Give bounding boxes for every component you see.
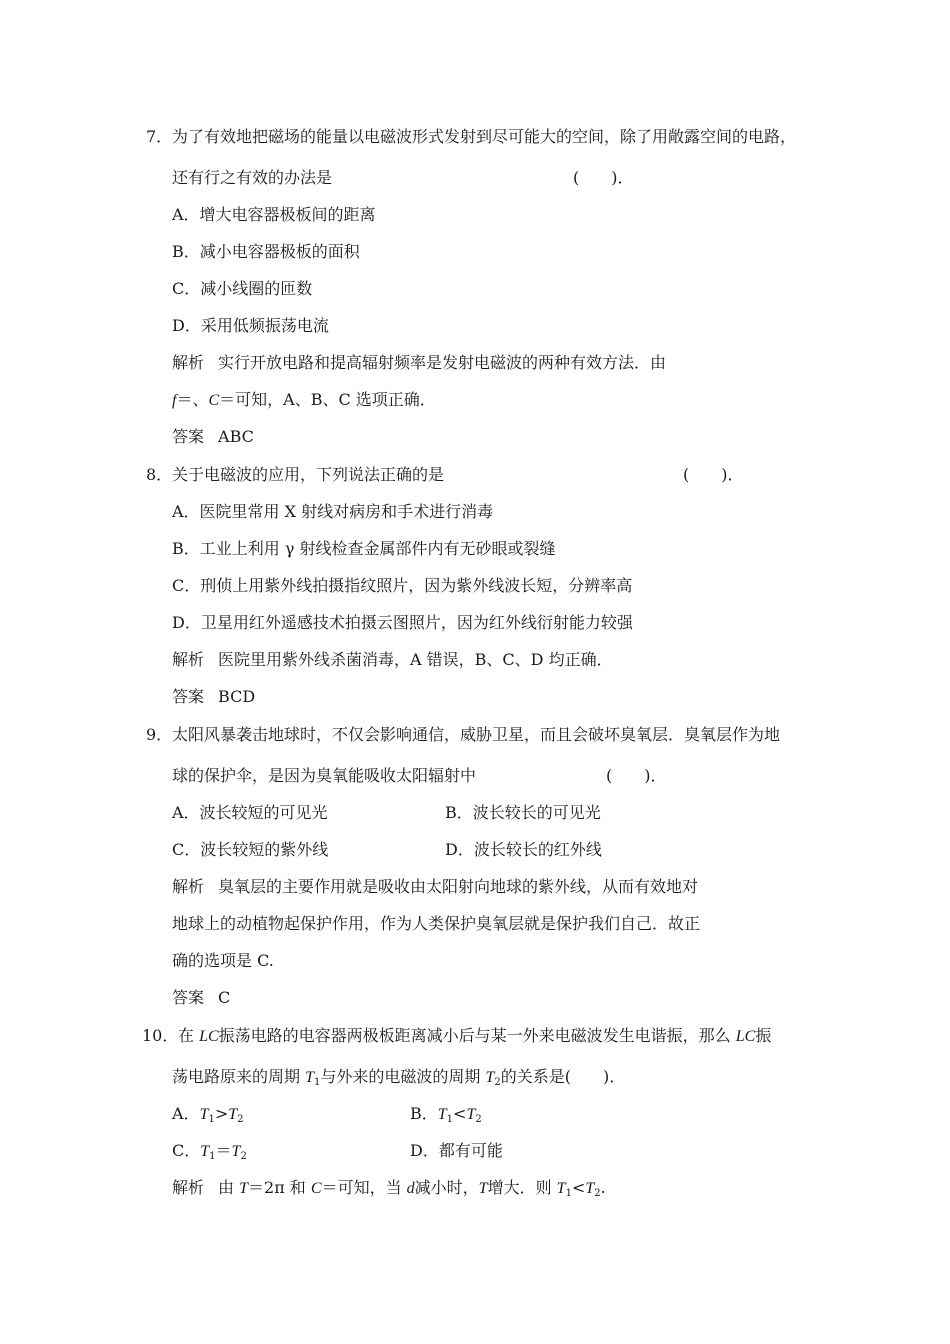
- subscript: 1: [446, 1114, 454, 1125]
- question-9-option-b: B．波长较长的可见光: [445, 803, 601, 822]
- period-symbol: T: [466, 1106, 476, 1123]
- question-7-option-a: A．增大电容器极板间的距离: [172, 205, 376, 224]
- period-symbol: T: [228, 1106, 238, 1123]
- question-7-answer-blank: ( )．: [573, 168, 634, 187]
- analysis-text: 减小时，: [414, 1178, 479, 1197]
- answer-value: BCD: [218, 687, 256, 706]
- question-7-analysis: [172, 353, 666, 373]
- answer-label: 答案: [172, 427, 205, 446]
- subscript: 1: [314, 1077, 321, 1088]
- stem-text: 与外来的电磁波的周期: [320, 1067, 486, 1086]
- analysis-text: ＝可知，A、B、C 选项正确．: [219, 390, 436, 409]
- analysis-label: 解析: [172, 650, 205, 669]
- analysis-label: 解析: [172, 353, 205, 372]
- subscript: 1: [209, 1151, 216, 1162]
- stem-text: 的关系是( )．: [500, 1067, 626, 1086]
- question-8-analysis: [172, 650, 613, 670]
- frequency-symbol: f: [172, 392, 177, 409]
- question-9-number: 9．: [146, 725, 173, 744]
- question-8-option-d: D．卫星用红外遥感技术拍摄云图照片，因为红外线衍射能力较强: [172, 613, 633, 632]
- period-symbol: T: [478, 1180, 488, 1197]
- option-label: A．: [172, 1104, 200, 1123]
- analysis-text: ＝、: [176, 390, 209, 409]
- relation: <: [453, 1104, 467, 1123]
- question-9-stem-line-1: 太阳风暴袭击地球时，不仅会影响通信，威胁卫星，而且会破坏臭氧层．臭氧层作为地: [172, 725, 781, 744]
- analysis-text: ＝可知，当: [321, 1178, 407, 1197]
- question-7-stem-line-2: 还有行之有效的办法是: [172, 168, 333, 187]
- period-symbol: T: [437, 1106, 447, 1123]
- question-8-option-b: B．工业上利用 γ 射线检查金属部件内有无砂眼或裂缝: [172, 539, 556, 558]
- question-10-option-d: D．都有可能: [410, 1141, 503, 1160]
- subscript: 2: [240, 1151, 247, 1162]
- analysis-text: 臭氧层的主要作用就是吸收由太阳射向地球的紫外线，从而有效地对: [218, 877, 699, 896]
- relation: <: [571, 1178, 586, 1197]
- stem-text: 在: [178, 1026, 200, 1045]
- period-symbol: T: [199, 1106, 209, 1123]
- answer-label: 答案: [172, 687, 205, 706]
- analysis-label: 解析: [172, 877, 205, 896]
- question-9-analysis: [172, 877, 698, 897]
- subscript: 2: [494, 1077, 501, 1088]
- question-7-analysis-line-2: [172, 390, 436, 411]
- answer-value: C: [218, 988, 231, 1007]
- relation: >: [214, 1104, 229, 1123]
- analysis-text: 实行开放电路和提高辐射频率是发射电磁波的两种有效方法．由: [218, 353, 667, 372]
- period-symbol: T: [239, 1180, 249, 1197]
- answer-label: 答案: [172, 988, 205, 1007]
- question-7-stem-line-1: 为了有效地把磁场的能量以电磁波形式发射到尽可能大的空间，除了用敞露空间的电路，: [172, 127, 797, 146]
- question-10-option-a: [172, 1104, 244, 1125]
- period-symbol: T: [556, 1180, 566, 1197]
- relation: ＝: [215, 1141, 232, 1160]
- question-10-stem-line-1: [178, 1026, 771, 1047]
- question-9-option-a: A．波长较短的可见光: [172, 803, 328, 822]
- question-9-option-d: D．波长较长的红外线: [445, 840, 602, 859]
- subscript: 2: [594, 1188, 601, 1199]
- question-8-option-a: A．医院里常用 X 射线对病房和手术进行消毒: [172, 502, 494, 521]
- capacitance-symbol: C: [310, 1180, 322, 1197]
- lc-symbol: LC: [735, 1028, 756, 1045]
- question-7-option-b: B．减小电容器极板的面积: [172, 242, 360, 261]
- question-9-analysis-line-3: 确的选项是 C.: [172, 951, 274, 970]
- question-9-option-c: C．波长较短的紫外线: [172, 840, 329, 859]
- analysis-text: ＝2π 和: [248, 1178, 311, 1197]
- analysis-text: 由: [218, 1178, 240, 1197]
- question-10-analysis: [172, 1178, 606, 1199]
- stem-text: 荡电路原来的周期: [172, 1067, 306, 1086]
- question-10-option-c: [172, 1141, 247, 1162]
- capacitance-symbol: C: [208, 392, 220, 409]
- period-symbol: T: [231, 1143, 241, 1160]
- question-10-stem-line-2: [172, 1067, 625, 1088]
- question-7-option-c: C．减小线圈的匝数: [172, 279, 313, 298]
- subscript: 2: [237, 1114, 244, 1125]
- period-symbol: T: [305, 1069, 314, 1086]
- period-symbol: T: [585, 1180, 595, 1197]
- option-label: C．: [172, 1141, 201, 1160]
- distance-symbol: d: [406, 1180, 415, 1197]
- answer-value: ABC: [218, 427, 254, 446]
- subscript: 1: [565, 1188, 572, 1199]
- question-8-answer: [172, 687, 255, 707]
- question-7-option-d: D．采用低频振荡电流: [172, 316, 329, 335]
- question-7-answer: [172, 427, 254, 447]
- stem-text: 振荡电路的电容器两极板距离减小后与某一外来电磁波发生电谐振，那么: [218, 1026, 736, 1045]
- question-9-analysis-line-2: 地球上的动植物起保护作用，作为人类保护臭氧层就是保护我们自己．故正: [172, 914, 701, 933]
- question-8-answer-blank: ( )．: [683, 465, 744, 484]
- question-8-option-c: C．刑侦上用紫外线拍摄指纹照片，因为紫外线波长短，分辨率高: [172, 576, 633, 595]
- period-symbol: T: [200, 1143, 210, 1160]
- option-label: B．: [410, 1104, 438, 1123]
- stem-text: 振: [755, 1026, 772, 1045]
- question-9-stem-line-2: 球的保护伞，是因为臭氧能吸收太阳辐射中: [172, 766, 477, 785]
- analysis-text: 医院里用紫外线杀菌消毒，A 错误，B、C、D 均正确．: [218, 650, 613, 669]
- question-8-number: 8．: [146, 465, 173, 484]
- subscript: 2: [475, 1114, 482, 1125]
- analysis-text: .: [600, 1178, 606, 1197]
- subscript: 1: [208, 1114, 215, 1125]
- question-10-number: 10．: [142, 1026, 179, 1045]
- question-9-answer: [172, 988, 230, 1008]
- analysis-text: 增大．则: [487, 1178, 557, 1197]
- analysis-label: 解析: [172, 1178, 205, 1197]
- question-7-number: 7．: [146, 127, 173, 146]
- question-9-answer-blank: ( )．: [606, 766, 667, 785]
- question-10-option-b: [410, 1104, 482, 1125]
- period-symbol: T: [485, 1069, 495, 1086]
- lc-symbol: LC: [199, 1028, 219, 1045]
- question-8-stem-line-1: 关于电磁波的应用，下列说法正确的是: [172, 465, 445, 484]
